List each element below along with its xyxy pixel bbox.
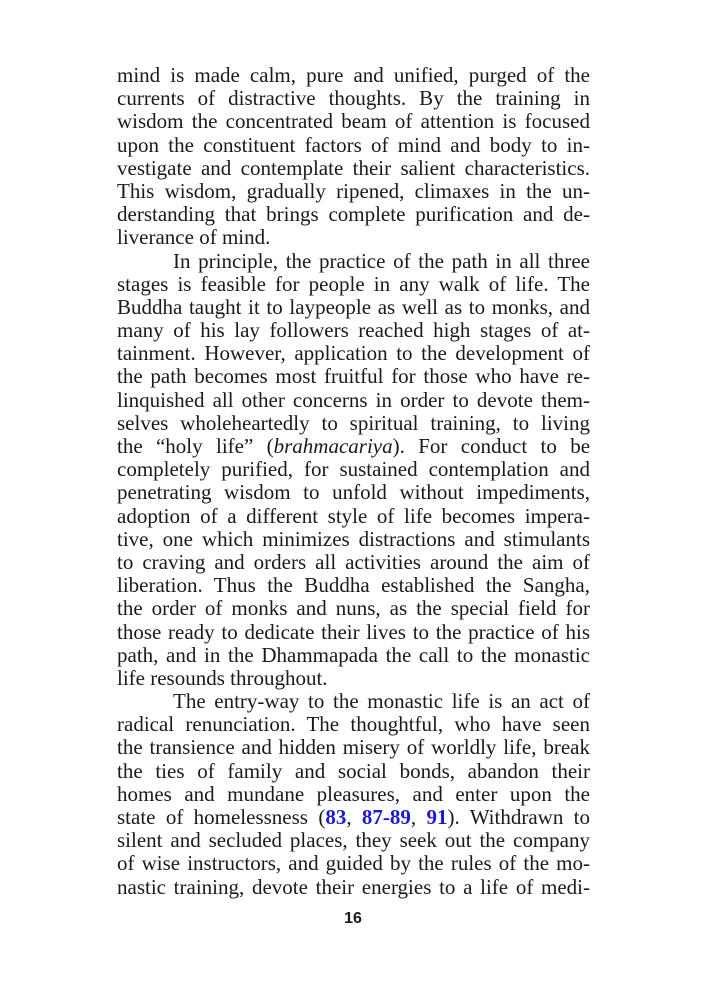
text-line: liberation. Thus the Buddha established the Sangha, bbox=[117, 573, 590, 598]
text-line: tainment. However, application to the development of bbox=[117, 341, 590, 366]
text-line: Buddha taught it to laypeople as well as to monks, and bbox=[117, 294, 590, 319]
document-page bbox=[117, 64, 590, 899]
text-line: homes and mundane pleasures, and enter upon the bbox=[117, 781, 590, 806]
text-line: currents of distractive thoughts. By the training in bbox=[117, 86, 590, 111]
text-line: penetrating wisdom to unfold without impediments, bbox=[117, 480, 590, 505]
text-line: life resounds throughout. bbox=[117, 665, 328, 690]
paragraph-2 bbox=[117, 250, 590, 691]
separator: , bbox=[346, 805, 362, 829]
verse-link[interactable]: 83 bbox=[325, 805, 347, 829]
text-line: vestigate and contemplate their salient characteristics. bbox=[117, 155, 590, 180]
verse-link[interactable]: 91 bbox=[426, 805, 448, 829]
text-line: the transience and hidden misery of worldly life, break bbox=[117, 735, 590, 760]
text-line: tive, one which minimizes distractions and stimulants bbox=[117, 526, 590, 551]
paragraph-1 bbox=[117, 64, 590, 250]
text-line: derstanding that brings complete purification and de- bbox=[117, 202, 590, 227]
text-line: silent and secluded places, they seek out the company bbox=[117, 828, 590, 853]
text-line: mind is made calm, pure and unified, purged of the bbox=[117, 63, 590, 87]
text-line: path, and in the Dhammapada the call to the monastic bbox=[117, 642, 590, 667]
text-line: many of his lay followers reached high stages of at- bbox=[117, 318, 590, 343]
page-number: 16 bbox=[344, 910, 362, 927]
text-line: selves wholeheartedly to spiritual training, to living bbox=[117, 410, 590, 435]
text-line: nastic training, devote their energies to a life of medi- bbox=[117, 874, 590, 899]
italic-term: brahmacariya bbox=[273, 434, 393, 458]
text-line: of wise instructors, and guided by the rules of the mo- bbox=[117, 851, 590, 876]
text-segment: ). Withdrawn to bbox=[447, 805, 591, 829]
text-line: the ties of family and social bonds, abandon their bbox=[117, 758, 590, 783]
text-line: the order of monks and nuns, as the special field for bbox=[117, 596, 590, 621]
text-line: those ready to dedicate their lives to the practice of his bbox=[117, 619, 590, 644]
paragraph-3 bbox=[117, 690, 590, 899]
text-line: wisdom the concentrated beam of attention is focused bbox=[117, 109, 590, 134]
text-line: In principle, the practice of the path in all three bbox=[173, 248, 590, 273]
separator: , bbox=[410, 805, 427, 829]
text-line: radical renunciation. The thoughtful, who have seen bbox=[117, 712, 590, 737]
text-line: upon the constituent factors of mind and body to in- bbox=[117, 132, 590, 157]
text-line: liverance of mind. bbox=[117, 225, 271, 250]
text-segment: the “holy life” ( bbox=[117, 434, 274, 458]
text-segment: state of homelessness ( bbox=[117, 805, 326, 829]
text-line: stages is feasible for people in any walk of life. The bbox=[117, 271, 590, 296]
text-line: linquished all other concerns in order to devote them- bbox=[117, 387, 590, 412]
text-line: adoption of a different style of life becomes impera- bbox=[117, 503, 590, 528]
text-line bbox=[117, 435, 590, 458]
text-line: to craving and orders all activities around the aim of bbox=[117, 549, 590, 574]
text-line: The entry-way to the monastic life is an act of bbox=[173, 689, 590, 714]
text-line bbox=[117, 806, 590, 829]
text-line: the path becomes most fruitful for those who have re- bbox=[117, 364, 590, 389]
text-segment: ). For conduct to be bbox=[392, 434, 591, 458]
verse-link[interactable]: 87-89 bbox=[361, 805, 411, 829]
text-line: This wisdom, gradually ripened, climaxes in the un- bbox=[117, 178, 590, 203]
text-line: completely purified, for sustained contemplation and bbox=[117, 457, 590, 482]
